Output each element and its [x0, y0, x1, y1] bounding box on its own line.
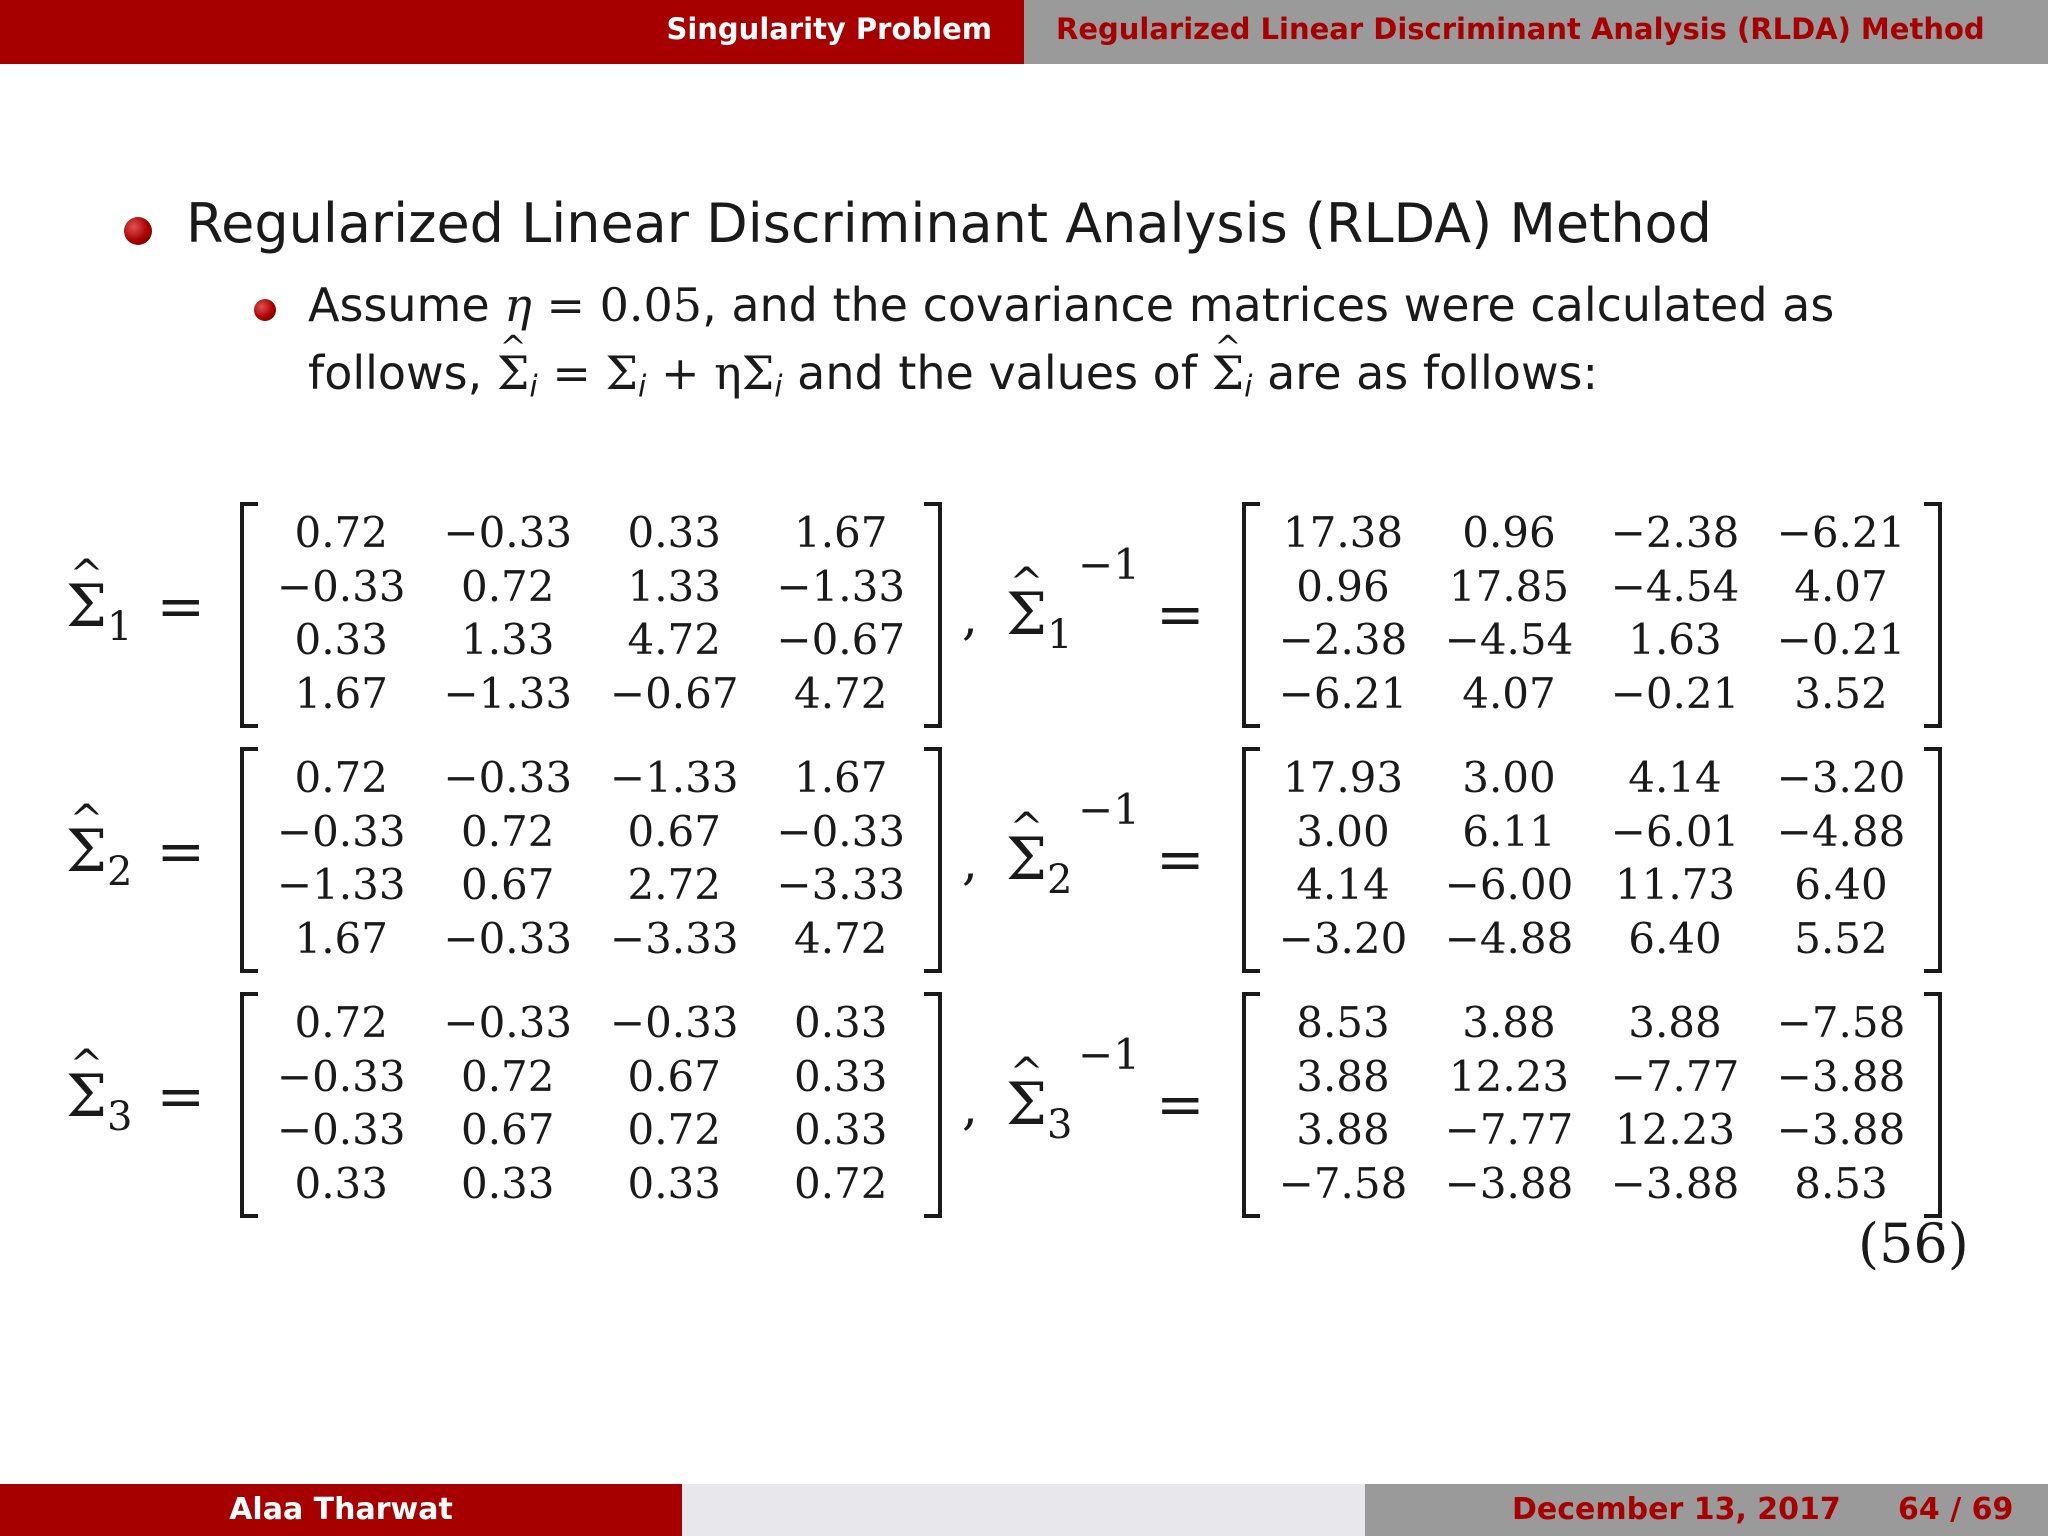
- left-bracket: [1242, 502, 1260, 728]
- header-bar: [0, 0, 2048, 64]
- matrix-cell: −1.33: [609, 753, 739, 802]
- matrix-cell: −4.54: [1444, 615, 1574, 664]
- matrix-cell: −0.33: [276, 1051, 406, 1101]
- matrix-cell: 4.72: [793, 668, 888, 718]
- matrix-cell: 1.33: [627, 561, 721, 611]
- matrix-cell: −1.33: [276, 860, 406, 909]
- matrix-cell: −3.20: [1776, 753, 1906, 802]
- matrix-cell: −3.88: [1776, 1105, 1906, 1154]
- matrix-cell: −0.21: [1610, 668, 1740, 718]
- right-bracket: [1924, 747, 1942, 973]
- matrix-cell: 3.88: [1296, 1051, 1390, 1101]
- left-bracket: [1242, 992, 1260, 1218]
- matrix-cell: −0.33: [443, 753, 573, 802]
- matrix-cell: 1.63: [1628, 615, 1722, 664]
- sigma-hat-label: ^ $\Sigma_3$ =: [66, 1062, 205, 1140]
- matrix-cell: 3.00: [1462, 753, 1556, 802]
- matrix-cell: −3.20: [1278, 913, 1408, 963]
- matrix-cell: 0.33: [294, 1158, 388, 1208]
- matrix-cell: −3.88: [1444, 1158, 1574, 1208]
- matrix-cell: 17.93: [1282, 753, 1404, 802]
- sigma-hat-label: ^ $\Sigma_1$ =: [66, 572, 205, 650]
- matrix-cell: −7.77: [1610, 1051, 1740, 1101]
- right-bracket: [924, 502, 942, 728]
- matrix-cell: 12.23: [1614, 1105, 1736, 1154]
- matrix-cell: −0.33: [776, 806, 906, 856]
- matrix-cell: −6.01: [1610, 806, 1740, 856]
- footer-date: December 13, 2017: [1512, 1492, 1841, 1527]
- sigma-hat-label: ^ $\Sigma_2$ =: [66, 817, 205, 895]
- header-subsection-panel: [1024, 0, 2048, 64]
- matrix-cell: 1.67: [793, 753, 888, 802]
- matrix-cell: 0.72: [793, 1158, 888, 1208]
- matrix-cell: −0.33: [276, 1105, 406, 1154]
- matrix-cell: −7.58: [1776, 998, 1906, 1047]
- matrix-cell: −4.54: [1610, 561, 1740, 611]
- matrix-cell: 0.72: [460, 1051, 555, 1101]
- matrix-cell: 0.96: [1462, 508, 1556, 557]
- matrix-cell: −1.33: [443, 668, 573, 718]
- right-bracket: [1924, 502, 1942, 728]
- matrix-cell: −6.21: [1776, 508, 1906, 557]
- sigma-hat-inverse-label: ^ $\Sigma_2$: [1006, 825, 1072, 903]
- matrix-cell: 11.73: [1614, 860, 1736, 909]
- matrix-cell: −2.38: [1610, 508, 1740, 557]
- matrix-cell: −3.88: [1776, 1051, 1906, 1101]
- matrix-cell: 6.11: [1462, 806, 1556, 856]
- sub-bullet-line-1: Assume η = 0.05, and the covariance matrices were calculated as: [308, 278, 1835, 332]
- matrix-cell: −0.67: [776, 615, 906, 664]
- matrix-cell: 3.52: [1794, 668, 1888, 718]
- footer-bar: [0, 1484, 2048, 1536]
- inverse-matrix: [1242, 502, 1942, 724]
- inverse-exponent: −1: [1078, 1030, 1140, 1079]
- equation-number: (56): [1858, 1212, 1969, 1275]
- footer-title-panel: [682, 1484, 1365, 1536]
- matrix-cell: 3.88: [1462, 998, 1556, 1047]
- matrix-cell: 0.33: [460, 1158, 555, 1208]
- matrix-cell: 6.40: [1628, 913, 1722, 963]
- equation-row: [0, 502, 2048, 732]
- matrix-cell: 4.72: [793, 913, 888, 963]
- header-subsection-title[interactable]: Regularized Linear Discriminant Analysis (RLDA) Method: [1056, 12, 1985, 46]
- matrix-cell: −0.21: [1776, 615, 1906, 664]
- matrix-cell: −0.67: [609, 668, 739, 718]
- sub-bullet-icon: [254, 299, 276, 321]
- left-bracket: [240, 992, 258, 1218]
- matrix-cell: 6.40: [1794, 860, 1888, 909]
- matrix-cell: 3.88: [1628, 998, 1722, 1047]
- matrix-cell: 0.72: [294, 998, 388, 1047]
- matrix-cell: −0.33: [276, 561, 406, 611]
- matrix-cell: −3.33: [609, 913, 739, 963]
- inverse-exponent: −1: [1078, 540, 1140, 589]
- covariance-matrix: [240, 502, 942, 724]
- equation-row: [0, 747, 2048, 977]
- matrix-cell: 0.67: [460, 860, 555, 909]
- matrix-cell: 4.72: [627, 615, 721, 664]
- matrix-cell: 12.23: [1448, 1051, 1570, 1101]
- footer-author: Alaa Tharwat: [229, 1492, 453, 1527]
- matrix-cell: 2.72: [627, 860, 721, 909]
- comma: ,: [962, 833, 978, 891]
- matrix-cell: −6.00: [1444, 860, 1574, 909]
- matrix-cell: 4.07: [1462, 668, 1556, 718]
- equation-row: [0, 992, 2048, 1222]
- equals-sign: =: [1156, 1070, 1205, 1138]
- matrix-cell: −0.33: [276, 806, 406, 856]
- header-section-panel: [0, 0, 1024, 64]
- sub-bullet-line-2: follows, ^ $\Sigma_i = \Sigma_i + \eta\Sigma_i$ and the values of ^ $\Sigma_i$ are as follows:: [308, 346, 1598, 404]
- right-bracket: [924, 747, 942, 973]
- matrix-cell: 0.33: [627, 1158, 721, 1208]
- matrix-cell: −1.33: [776, 561, 906, 611]
- matrix-cell: 0.72: [294, 508, 388, 557]
- matrix-cell: −4.88: [1776, 806, 1906, 856]
- matrix-cell: 0.72: [627, 1105, 721, 1154]
- covariance-matrix: [240, 747, 942, 969]
- matrix-cell: 0.33: [793, 1051, 888, 1101]
- equals-sign: =: [1156, 825, 1205, 893]
- matrix-cell: 0.72: [460, 806, 555, 856]
- matrix-cell: −6.21: [1278, 668, 1408, 718]
- inverse-matrix: [1242, 992, 1942, 1214]
- matrix-cell: 4.14: [1296, 860, 1390, 909]
- matrix-cell: 0.67: [460, 1105, 555, 1154]
- sigma-hat-inverse-label: ^ $\Sigma_1$: [1006, 580, 1072, 658]
- matrix-cell: 0.96: [1296, 561, 1390, 611]
- matrix-cell: −0.33: [609, 998, 739, 1047]
- matrix-cell: 0.72: [294, 753, 388, 802]
- matrix-cell: 0.67: [627, 1051, 721, 1101]
- comma: ,: [962, 588, 978, 646]
- covariance-matrix: [240, 992, 942, 1214]
- matrix-cell: 0.67: [627, 806, 721, 856]
- matrix-cell: 1.67: [294, 668, 388, 718]
- matrix-cell: 8.53: [1296, 998, 1390, 1047]
- matrix-cell: 8.53: [1794, 1158, 1888, 1208]
- matrix-cell: −3.33: [776, 860, 906, 909]
- matrix-cell: 17.85: [1448, 561, 1570, 611]
- comma: ,: [962, 1078, 978, 1136]
- matrix-cell: 4.07: [1794, 561, 1888, 611]
- sigma-hat-inverse-label: ^ $\Sigma_3$: [1006, 1070, 1072, 1148]
- header-section-title[interactable]: Singularity Problem: [666, 12, 992, 46]
- matrix-cell: 3.88: [1296, 1105, 1390, 1154]
- inverse-matrix: [1242, 747, 1942, 969]
- left-bracket: [240, 747, 258, 973]
- matrix-cell: 17.38: [1282, 508, 1404, 557]
- bullet-icon: [124, 217, 152, 245]
- matrix-cell: 1.33: [460, 615, 555, 664]
- matrix-cell: 0.33: [793, 998, 888, 1047]
- matrix-cell: 4.14: [1628, 753, 1722, 802]
- matrix-cell: −3.88: [1610, 1158, 1740, 1208]
- right-bracket: [1924, 992, 1942, 1218]
- matrix-cell: 1.67: [793, 508, 888, 557]
- right-bracket: [924, 992, 942, 1218]
- matrix-cell: 3.00: [1296, 806, 1390, 856]
- matrix-cell: −4.88: [1444, 913, 1574, 963]
- matrix-cell: −2.38: [1278, 615, 1408, 664]
- matrix-cell: −7.58: [1278, 1158, 1408, 1208]
- left-bracket: [240, 502, 258, 728]
- matrix-cell: −0.33: [443, 508, 573, 557]
- bullet-heading: Regularized Linear Discriminant Analysis (RLDA) Method: [186, 192, 1712, 255]
- left-bracket: [1242, 747, 1260, 973]
- matrix-cell: 0.33: [294, 615, 388, 664]
- matrix-cell: 0.33: [793, 1105, 888, 1154]
- matrix-cell: 0.33: [627, 508, 721, 557]
- matrix-cell: 5.52: [1794, 913, 1888, 963]
- footer-page-number: 64 / 69: [1898, 1492, 2014, 1527]
- matrix-cell: 1.67: [294, 913, 388, 963]
- matrix-cell: −0.33: [443, 913, 573, 963]
- matrix-cell: −7.77: [1444, 1105, 1574, 1154]
- inverse-exponent: −1: [1078, 785, 1140, 834]
- matrix-cell: −0.33: [443, 998, 573, 1047]
- equals-sign: =: [1156, 580, 1205, 648]
- matrix-cell: 0.72: [460, 561, 555, 611]
